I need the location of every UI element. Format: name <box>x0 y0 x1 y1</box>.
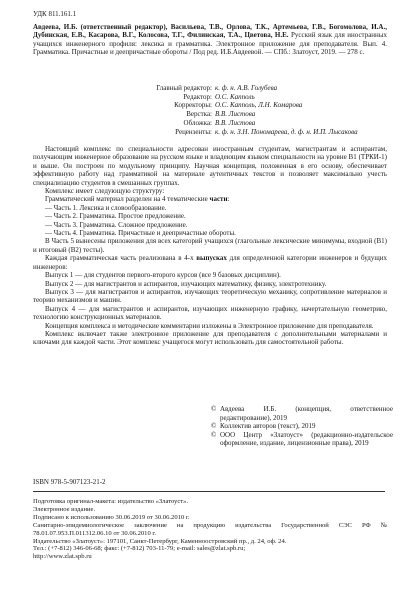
imprint-line: Электронное издание. <box>33 505 96 513</box>
parts-list <box>33 204 387 238</box>
catalog-description: Русский язык для иностранных учащихся инженерного профиля: лексика и грамматика. Электронное приложение для преподавателя. Вып. 4. Грамматика. Причастные и деепричастные обороты / Под ред. И.Б.Авдеевой. — СПб.: Златоуст, 2019. — 278 с. <box>33 31 387 57</box>
list-item: — Часть 3. Грамматика. Сложное предложение. <box>45 220 188 229</box>
issue-item: Выпуск 3 — для магистрантов и аспирантов, изучающих теоретическую механику, сопротивление материалов и теорию механизмов и машин. <box>33 287 387 305</box>
catalog-authors <box>33 23 387 57</box>
credit-row: Верстка: В.В. Листова <box>186 110 256 119</box>
issue-item: Выпуск 4 — для магистрантов и аспирантов, изучающих инженерную графику, начертательную геометрию, технологию конструкционных материалов. <box>33 304 387 322</box>
credit-row: Редактор: О.С. Капполь <box>183 92 255 101</box>
body-text <box>33 145 387 347</box>
list-item: — Часть 4. Грамматика. Причастные и деепричастные обороты. <box>45 229 236 238</box>
list-item: — Часть 1. Лексика и словообразование. <box>45 203 167 212</box>
copyright-row: © ООО Центр «Златоуст» (редакционно-издательское оформление, издание, лицензионные права), 2019 <box>211 430 393 448</box>
imprint-line: http://www.zlat.spb.ru <box>33 553 92 561</box>
imprint-block <box>33 498 387 561</box>
copyright-symbol: © <box>211 405 217 413</box>
copyright-row: © Коллектив авторов (текст), 2019 <box>211 422 316 431</box>
paragraph-appendix: В Часть 5 вынесены приложения для всех категорий учащихся (глагольные лексические минимумы, входной (В1) и итоговый (В2) тесты). <box>33 237 387 254</box>
credit-row: Корректоры: О.С. Капполь, Л.Н. Комарова <box>174 101 303 110</box>
paragraph-parts: Грамматический материал разделен на 4 тематические части: <box>45 195 230 204</box>
issue-item: Выпуск 1 — для студентов первого-второго курсов (все 9 базовых дисциплин). <box>45 271 281 280</box>
imprint-line: Подготовка оригинал-макета: издательство «Златоуст». <box>33 498 189 505</box>
copyright-symbol: © <box>211 422 217 431</box>
authors-line: Авдеева, И.Б. (ответственный редактор), Васильева, Т.В., Орлова, Т.К., Артемьева, Г.В., Богомолова, И.А., Дубинская, Е.В., Касарова, В.Г., Колосова, Т.Г., Филинская, Т.А., Цветова, Н.Е. <box>33 23 387 40</box>
paragraph-supplement: Комплекс включает также электронное приложение для преподавателя с дополнительными материалами и ключами для каждой части. Этот комплекс учащегося могут использовать для самостоятельной работы. <box>33 329 387 347</box>
paragraph-concept: Концепция комплекса и методические комментарии изложены в Электронное приложение для преподавателя. <box>45 321 374 330</box>
isbn: ISBN 978-5-907123-21-2 <box>33 478 106 486</box>
issue-item: Выпуск 2 — для магистрантов и аспирантов, изучающих математику, физику, электротехнику. <box>45 279 327 288</box>
imprint-line: Санитарно-эпидемиологическое заключение на продукцию издательства Государственной СЭС РФ № 78.01.07.953.П.011312.06.10 от 30.06.2010 г. <box>33 521 387 537</box>
credits-block <box>33 84 387 136</box>
copyright-block <box>211 405 393 448</box>
paragraph-structure: Комплекс имеет следующую структуру: <box>45 187 165 196</box>
list-item: — Часть 2. Грамматика. Простое предложение. <box>45 212 186 221</box>
credit-row: Главный редактор: к. ф. н. А.В. Голубева <box>156 84 278 92</box>
credit-row: Обложка: В.В. Листова <box>183 118 256 127</box>
credit-row: Рецензенты: к. ф. н. З.Н. Пономарева, д. ф. н. И.П. Лысакова <box>175 127 358 136</box>
copyright-row: © Авдеева И.Б. (концепция, ответственное редактирование), 2019 <box>211 405 393 422</box>
udk-code: УДК 811.161.1 <box>33 10 77 18</box>
imprint-line: Подписано к использованию 30.06.2019 от 30.06.2010 г. <box>33 513 190 521</box>
paragraph-intro: Настоящий комплекс по специальности адресован иностранным студентам, магистрантам и аспирантам, получающим инженерное образование на русском языке и владеющим языком специальности на уровне В1 (ТРКИ-1) и выше. Он построен по модульному принципу. Научная концепция, положенная в его основу, обеспечивает эффективную работу над грамматикой на материале аутентичных текстов и позволяет максимально учесть специализацию студентов в смешанных группах. <box>33 145 387 187</box>
paragraph-issues: Каждая грамматическая часть реализована в 4-х выпусках для определенной категории инженеров и будущих инженеров: <box>33 254 388 271</box>
divider <box>33 491 385 492</box>
copyright-symbol: © <box>211 430 217 439</box>
imprint-line: Издательство «Златоуст»: 197101, Санкт-Петербург, Каменноостровский пр., д. 24, оф. 24. <box>33 537 287 545</box>
imprint-line: Тел.: (+7-812) 346-06-68; факс: (+7-812) 703-11-79; e-mail: sales@zlat.spb.ru; <box>33 545 246 553</box>
